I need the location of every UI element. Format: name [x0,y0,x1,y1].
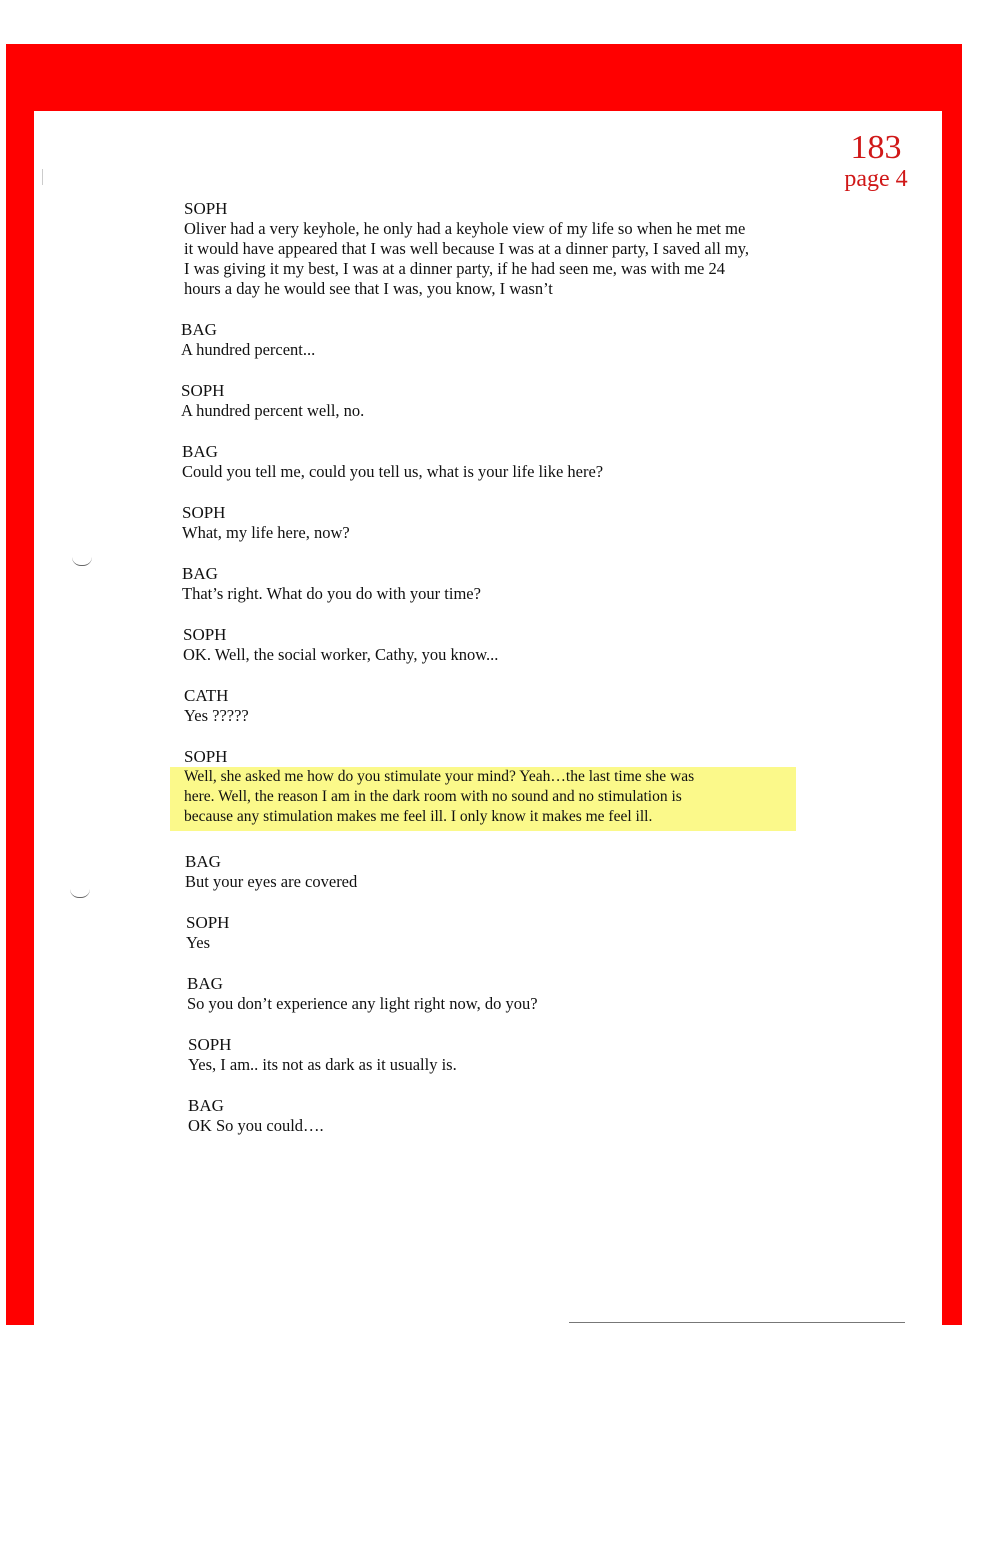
dialogue-text [182,584,794,604]
red-border-frame [6,44,962,1325]
dialogue-text [186,933,794,953]
dialogue-text [184,219,794,299]
punch-hole-mark [70,889,90,898]
dialogue-line: here. Well, the reason I am in the dark room with no sound and no stimulation is [184,788,682,805]
dialogue-line: What, my life here, now? [182,523,350,542]
dialogue-line: Oliver had a very keyhole, he only had a keyhole view of my life so when he met me [184,219,746,238]
dialogue-line: That’s right. What do you do with your time? [182,584,481,603]
speaker-name: BAG [185,852,221,871]
footer-rule [569,1322,905,1323]
speaker-name: BAG [181,320,217,339]
transcript-entry [154,974,794,1014]
transcript-entry [154,913,794,953]
dialogue-text [184,706,794,726]
dialogue-line: A hundred percent well, no. [181,401,365,420]
transcript-entry [154,1035,794,1075]
dialogue-line: But your eyes are covered [185,872,358,891]
dialogue-line: Yes ????? [184,706,249,725]
dialogue-line: Could you tell me, could you tell us, what is your life like here? [182,462,604,481]
speaker-name: SOPH [186,913,230,932]
speaker-name: BAG [187,974,223,993]
dialogue-text [181,401,794,421]
dialogue-text [182,523,794,543]
dialogue-line: hours a day he would see that I was, you know, I wasn’t [184,279,553,298]
speaker-name: BAG [188,1096,224,1115]
transcript-entry [154,686,794,726]
dialogue-text [185,872,794,892]
dialogue-text [181,340,794,360]
transcript-entry [154,1096,794,1136]
dialogue-line: Yes, I am.. its not as dark as it usually is. [188,1055,457,1074]
speaker-name: SOPH [182,503,226,522]
speaker-name: SOPH [183,625,227,644]
transcript-entry [154,381,794,421]
speaker-name: BAG [182,564,218,583]
scan-edge-mark [42,169,43,185]
transcript-entry [154,320,794,360]
speaker-name: BAG [182,442,218,461]
dialogue-text [188,1116,794,1136]
dialogue-line: I was giving it my best, I was at a dinner party, if he had seen me, was with me 24 [184,259,726,278]
dialogue-text [188,1055,794,1075]
speaker-name: SOPH [188,1035,232,1054]
transcript-entry [154,442,794,482]
dialogue-line: because any stimulation makes me feel ill. I only know it makes me feel ill. [184,808,653,825]
dialogue-text [182,462,794,482]
dialogue-text [183,645,794,665]
transcript [154,199,794,1157]
dialogue-line: OK. Well, the social worker, Cathy, you know... [183,645,499,664]
punch-hole-mark [72,557,92,566]
speaker-name: SOPH [181,381,225,400]
speaker-name: SOPH [184,747,228,766]
transcript-entry [154,564,794,604]
document-page [34,111,942,1343]
dialogue-line: A hundred percent... [181,340,316,359]
dialogue-line: OK So you could…. [188,1116,324,1135]
page-number: 183 [850,129,902,166]
dialogue-line: So you don’t experience any light right now, do you? [187,994,538,1013]
dialogue-line: it would have appeared that I was well because I was at a dinner party, I saved all my, [184,239,750,258]
speaker-name: SOPH [184,199,228,218]
dialogue-text [187,994,794,1014]
page-number-stamp [831,131,921,191]
transcript-entry [154,852,794,892]
transcript-entry [154,747,794,831]
transcript-entry [154,199,794,299]
highlighted-dialogue [170,767,796,831]
speaker-name: CATH [184,686,229,705]
page-label: page 4 [844,166,908,192]
dialogue-line: Well, she asked me how do you stimulate your mind? Yeah…the last time she was [184,768,695,785]
dialogue-line: Yes [186,933,211,952]
transcript-entry [154,503,794,543]
transcript-entry [154,625,794,665]
